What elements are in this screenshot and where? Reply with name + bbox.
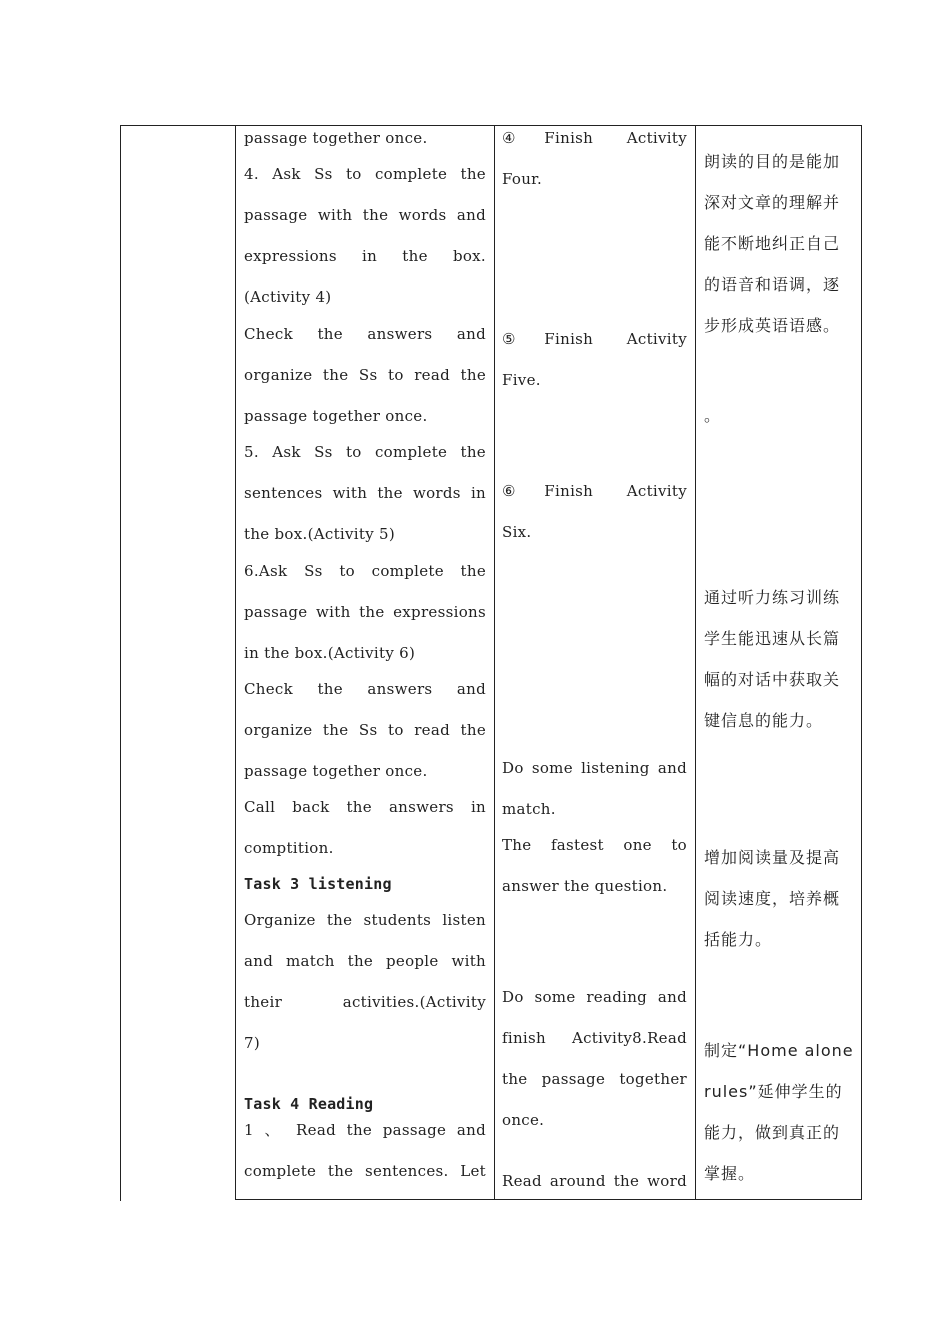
text-line: Do some listening and	[502, 759, 687, 777]
text-line: 步形成英语语感。	[704, 316, 841, 335]
table-left-border	[120, 125, 121, 1201]
text-line: comptition.	[244, 839, 334, 857]
text-line: Four.	[502, 170, 543, 188]
text-line: Call back the answers in	[244, 798, 486, 816]
text-line: 的语音和语调，逐	[704, 275, 841, 294]
text-line: 5. Ask Ss to complete the	[244, 443, 486, 461]
text-line: 增加阅读量及提高	[704, 848, 841, 867]
text-line: 掌握。	[704, 1164, 756, 1183]
text-line: 学生能迅速从长篇	[704, 629, 841, 648]
text-line: Do some reading and	[502, 988, 687, 1006]
text-line: Six.	[502, 523, 532, 541]
text-line: passage together once.	[244, 762, 428, 780]
text-line: 4. Ask Ss to complete the	[244, 165, 486, 183]
text-line: 括能力。	[704, 930, 773, 949]
text-line: Read around the word	[502, 1172, 687, 1190]
text-line: finish Activity8.Read	[502, 1029, 687, 1047]
task4-heading: Task 4 Reading	[244, 1095, 374, 1113]
column-divider-3	[695, 125, 696, 1200]
text-line: passage together once.	[244, 407, 428, 425]
text-line: ⑥Finish Activity	[502, 482, 687, 500]
student-activity-cell	[502, 0, 687, 1344]
text-line: once.	[502, 1111, 545, 1129]
text-line: complete the sentences. Let	[244, 1162, 486, 1180]
text-line: match.	[502, 800, 556, 818]
text-line: 深对文章的理解并	[704, 193, 841, 212]
text-line: sentences with the words in	[244, 484, 486, 502]
text-line: 幅的对话中获取关	[704, 670, 841, 689]
text-line: (Activity 4)	[244, 288, 332, 306]
text-line: Organize the students listen	[244, 911, 486, 929]
text-line: Check the answers and	[244, 680, 486, 698]
text-line: passage with the words and	[244, 206, 486, 224]
text-line: answer the question.	[502, 877, 668, 895]
text-line: 6.Ask Ss to complete the	[244, 562, 486, 580]
table-right-border	[861, 125, 862, 1200]
text-line: The fastest one to	[502, 836, 687, 854]
text-line: organize the Ss to read the	[244, 721, 486, 739]
text-line: the box.(Activity 5)	[244, 525, 396, 543]
column-divider-2	[494, 125, 495, 1200]
text-line: their activities.(Activity	[244, 993, 486, 1011]
text-line: the passage together	[502, 1070, 687, 1088]
task3-heading: Task 3 listening	[244, 875, 392, 893]
text-line: 1 、 Read the passage and	[244, 1121, 486, 1139]
text-line: 能不断地纠正自己	[704, 234, 841, 253]
text-line: passage together once.	[244, 129, 428, 147]
text-line: expressions in the box.	[244, 247, 486, 265]
text-line: rules”延伸学生的	[704, 1082, 843, 1101]
text-line: ⑤Finish Activity	[502, 330, 687, 348]
text-line: organize the Ss to read the	[244, 366, 486, 384]
column-divider-1	[235, 125, 236, 1200]
text-line: 键信息的能力。	[704, 711, 824, 730]
text-line: Check the answers and	[244, 325, 486, 343]
text-line: in the box.(Activity 6)	[244, 644, 416, 662]
text-line: and match the people with	[244, 952, 486, 970]
text-line: 能力，做到真正的	[704, 1123, 841, 1142]
text-line: 。	[704, 406, 722, 425]
design-purpose-cell	[704, 0, 852, 1344]
text-line: 朗读的目的是能加	[704, 152, 841, 171]
text-line: 通过听力练习训练	[704, 588, 841, 607]
text-line: 7)	[244, 1034, 260, 1052]
text-line: passage with the expressions	[244, 603, 486, 621]
text-line: Five.	[502, 371, 541, 389]
teacher-activity-cell	[244, 0, 486, 1344]
text-line: 制定“Home alone	[704, 1041, 854, 1060]
text-line: ④Finish Activity	[502, 129, 687, 147]
text-line: 阅读速度，培养概	[704, 889, 841, 908]
